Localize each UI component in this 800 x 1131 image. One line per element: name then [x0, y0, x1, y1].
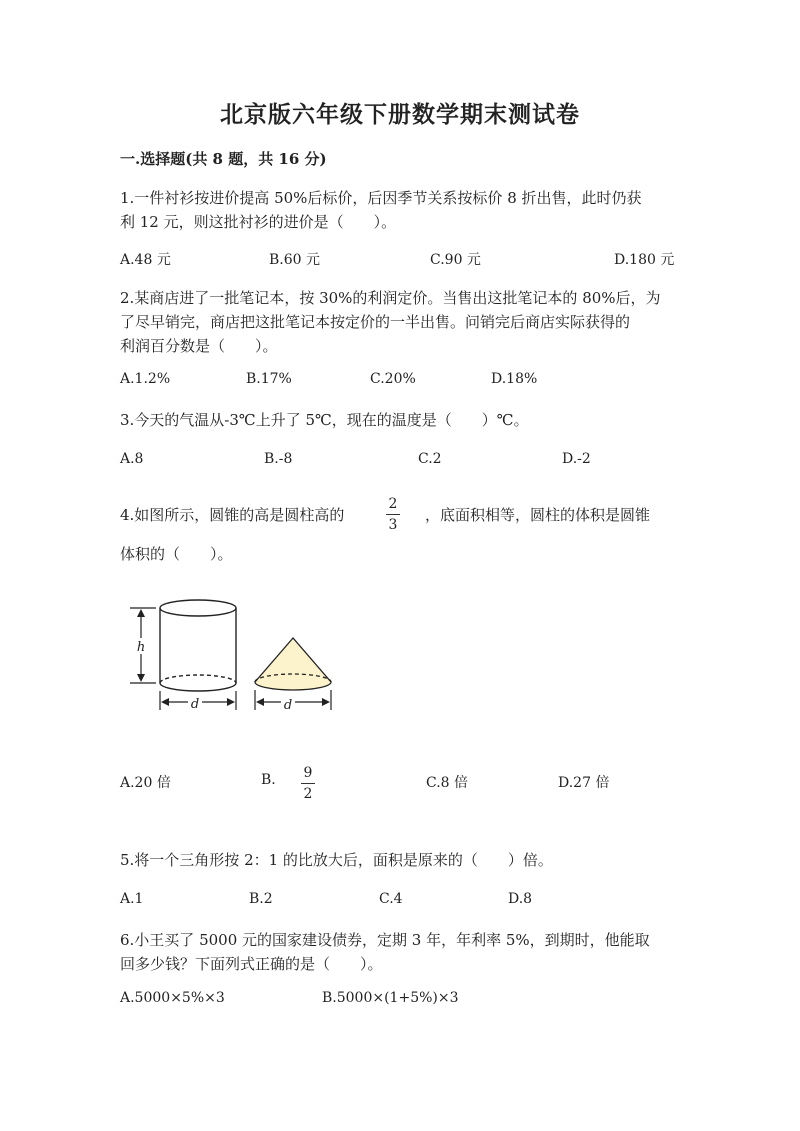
option-b-numerator: 9	[303, 765, 313, 781]
question-3-line-1: 3.今天的气温从-3℃上升了 5℃，现在的温度是（ ）℃。	[120, 411, 529, 429]
height-label: h	[136, 640, 146, 655]
question-2-line-2: 了尽早销完，商店把这批笔记本按定价的一半出售。问销完后商店实际获得的	[120, 313, 631, 331]
question-2-line-3: 利润百分数是（ ）。	[120, 337, 278, 355]
question-6-line-2: 回多少钱？下面列式正确的是（ ）。	[120, 955, 383, 973]
question-5-option-a: A.1	[120, 891, 144, 907]
section-heading: 一.选择题(共 8 题，共 16 分)	[120, 150, 327, 168]
question-4-option-d: D.27 倍	[558, 775, 610, 791]
question-4-fraction	[385, 496, 401, 533]
question-6-line-1: 6.小王买了 5000 元的国家建设债券，定期 3 年，年利率 5%，到期时，他能取	[120, 931, 650, 949]
question-3-option-c: C.2	[418, 451, 442, 467]
cylinder-diameter-label: d	[190, 697, 200, 712]
question-4-option-b: B.	[261, 772, 276, 788]
question-4-option-a: A.20 倍	[120, 775, 171, 791]
question-4-option-c: C.8 倍	[426, 775, 469, 791]
fraction-denominator: 3	[388, 517, 398, 533]
cylinder-cone-figure	[118, 590, 348, 720]
cylinder	[160, 600, 236, 691]
question-1-option-c: C.90 元	[430, 252, 481, 268]
option-b-fraction-bar	[301, 783, 315, 784]
question-3-option-b: B.-8	[264, 451, 293, 467]
question-6-option-b: B.5000×(1+5%)×3	[322, 990, 459, 1006]
question-5-option-c: C.4	[379, 891, 403, 907]
question-6-option-a: A.5000×5%×3	[120, 990, 225, 1006]
fraction-bar	[386, 514, 400, 515]
question-5-option-d: D.8	[508, 891, 533, 907]
question-4-option-b-fraction	[300, 765, 316, 802]
question-1-line-2: 利 12 元，则这批衬衫的进价是（ ）。	[120, 213, 397, 231]
question-1-option-d: D.180 元	[614, 252, 675, 268]
question-5-option-b: B.2	[249, 891, 273, 907]
question-1-option-a: A.48 元	[120, 252, 171, 268]
question-2-option-b: B.17%	[246, 371, 292, 387]
question-2-option-d: D.18%	[491, 371, 538, 387]
question-1-option-b: B.60 元	[269, 252, 321, 268]
question-4-line-1-continued: ，底面积相等，圆柱的体积是圆锥	[425, 506, 651, 524]
question-2-line-1: 2.某商店进了一批笔记本，按 30%的利润定价。当售出这批笔记本的 80%后，为	[120, 289, 661, 307]
question-4-line-1: 4.如图所示，圆锥的高是圆柱高的	[120, 506, 345, 524]
cone-diameter-label: d	[283, 698, 293, 713]
question-2-option-a: A.1.2%	[120, 371, 171, 387]
question-4-line-2: 体积的（ ）。	[120, 545, 233, 563]
question-5-line-1: 5.将一个三角形按 2：1 的比放大后，面积是原来的（ ）倍。	[120, 851, 553, 869]
question-2-option-c: C.20%	[370, 371, 416, 387]
page-title: 北京版六年级下册数学期末测试卷	[220, 101, 580, 128]
option-b-denominator: 2	[303, 786, 313, 802]
question-1-line-1: 1.一件衬衫按进价提高 50%后标价，后因季节关系按标价 8 折出售，此时仍获	[120, 189, 642, 207]
fraction-numerator: 2	[388, 496, 398, 512]
question-3-option-d: D.-2	[562, 451, 591, 467]
cone	[255, 638, 331, 690]
question-3-option-a: A.8	[120, 451, 144, 467]
